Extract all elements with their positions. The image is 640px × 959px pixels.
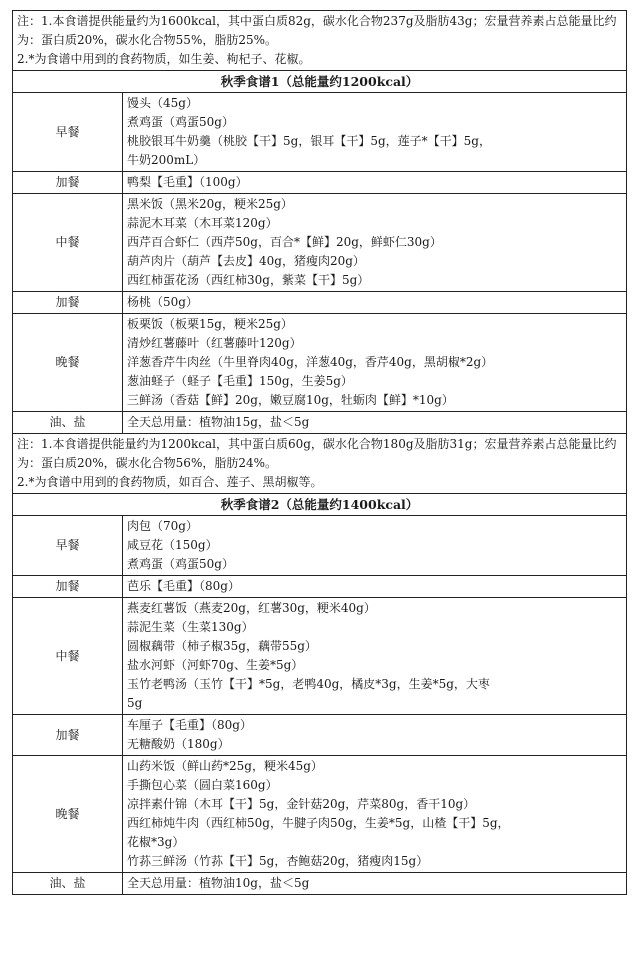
food-item: 牛奶200mL） [127,153,206,167]
meal-name: 加餐 [13,292,123,314]
food-item: 蒜泥生菜（生菜130g） [127,620,254,634]
note-line: 2.*为食谱中用到的食药物质，如百合、莲子、黑胡椒等。 [17,475,323,489]
meal-name: 中餐 [13,194,123,292]
food-item: 煮鸡蛋（鸡蛋50g） [127,557,234,571]
meal-row [13,172,627,194]
notes-cell [13,11,627,71]
food-item: 清炒红薯藤叶（红薯藤叶120g） [127,336,302,350]
meal-row [13,576,627,598]
food-item: 手撕包心菜（圆白菜160g） [127,778,278,792]
meal-name: 加餐 [13,172,123,194]
menu-title-row [13,494,627,516]
meal-row [13,516,627,576]
food-item: 全天总用量：植物油15g，盐＜5g [127,415,310,429]
food-item: 西芹百合虾仁（西芹50g，百合*【鲜】20g，鲜虾仁30g） [127,235,442,249]
food-item: 葱油蛏子（蛏子【毛重】150g，生姜5g） [127,374,353,388]
meal-name: 中餐 [13,598,123,715]
food-item: 三鲜汤（香菇【鲜】20g，嫩豆腐10g，牡蛎肉【鲜】*10g） [127,393,454,407]
meal-row [13,314,627,412]
meal-items [123,516,627,576]
food-item: 芭乐【毛重】（80g） [127,579,240,593]
note-line: 注：1.本食谱提供能量约为1600kcal，其中蛋白质82g，碳水化合物237g及脂肪43g；宏量营养素占总能量比约为：蛋白质20%，碳水化合物55%，脂肪25%。 [17,14,617,47]
food-item: 山药米饭（鲜山药*25g，粳米45g） [127,759,323,773]
diet-menu-table [12,10,627,895]
note-line: 2.*为食谱中用到的食药物质，如生姜、枸杞子、花椒。 [17,52,311,66]
food-item: 桃胶银耳牛奶羹（桃胶【干】5g，银耳【干】5g，莲子*【干】5g， [127,134,491,148]
meal-row [13,194,627,292]
menu-title: 秋季食谱1（总能量约1200kcal） [13,71,627,93]
meal-name: 早餐 [13,516,123,576]
meal-row [13,756,627,873]
food-item: 凉拌素什锦（木耳【干】5g，金针菇20g，芹菜80g，香干10g） [127,797,476,811]
menu-title-row [13,71,627,93]
notes-row [13,11,627,71]
meal-items [123,194,627,292]
meal-items [123,715,627,756]
food-item: 5g [127,696,143,710]
meal-items [123,292,627,314]
meal-row [13,412,627,434]
notes-row [13,434,627,494]
food-item: 煮鸡蛋（鸡蛋50g） [127,115,234,129]
food-item: 板栗饭（板栗15g，粳米25g） [127,317,293,331]
meal-name: 晚餐 [13,314,123,412]
food-item: 西红柿炖牛肉（西红柿50g，牛腱子肉50g，生姜*5g，山楂【干】5g， [127,816,510,830]
note-line: 注：1.本食谱提供能量约为1200kcal，其中蛋白质60g，碳水化合物180g及脂肪31g；宏量营养素占总能量比约为：蛋白质20%，碳水化合物56%，脂肪24%。 [17,437,617,470]
food-item: 葫芦肉片（葫芦【去皮】40g，猪瘦肉20g） [127,254,365,268]
food-item: 圆椒藕带（柿子椒35g，藕带55g） [127,639,317,653]
meal-name: 油、盐 [13,873,123,895]
meal-name: 早餐 [13,93,123,172]
food-item: 燕麦红薯饭（燕麦20g，红薯30g，粳米40g） [127,601,376,615]
meal-row [13,93,627,172]
food-item: 西红柿蛋花汤（西红柿30g，紫菜【干】5g） [127,273,370,287]
meal-name: 油、盐 [13,412,123,434]
meal-items [123,172,627,194]
food-item: 鸭梨【毛重】（100g） [127,175,248,189]
meal-name: 加餐 [13,576,123,598]
meal-row [13,873,627,895]
meal-row [13,292,627,314]
meal-items [123,873,627,895]
food-item: 杨桃（50g） [127,295,198,309]
meal-items [123,756,627,873]
food-item: 馒头（45g） [127,96,198,110]
food-item: 肉包（70g） [127,519,198,533]
menu-title: 秋季食谱2（总能量约1400kcal） [13,494,627,516]
food-item: 玉竹老鸭汤（玉竹【干】*5g，老鸭40g，橘皮*3g，生姜*5g，大枣 [127,677,490,691]
meal-name: 加餐 [13,715,123,756]
notes-cell [13,434,627,494]
food-item: 洋葱香芹牛肉丝（牛里脊肉40g，洋葱40g，香芹40g，黑胡椒*2g） [127,355,494,369]
meal-row [13,715,627,756]
food-item: 盐水河虾（河虾70g、生姜*5g） [127,658,304,672]
food-item: 花椒*3g） [127,835,185,849]
meal-items [123,598,627,715]
food-item: 咸豆花（150g） [127,538,218,552]
food-item: 全天总用量：植物油10g，盐＜5g [127,876,310,890]
meal-items [123,412,627,434]
meal-name: 晚餐 [13,756,123,873]
food-item: 黑米饭（黑米20g，粳米25g） [127,197,293,211]
meal-items [123,93,627,172]
meal-row [13,598,627,715]
meal-items [123,314,627,412]
food-item: 车厘子【毛重】（80g） [127,718,252,732]
food-item: 竹荪三鲜汤（竹荪【干】5g，杏鲍菇20g，猪瘦肉15g） [127,854,429,868]
food-item: 无糖酸奶（180g） [127,737,230,751]
food-item: 蒜泥木耳菜（木耳菜120g） [127,216,278,230]
meal-items [123,576,627,598]
